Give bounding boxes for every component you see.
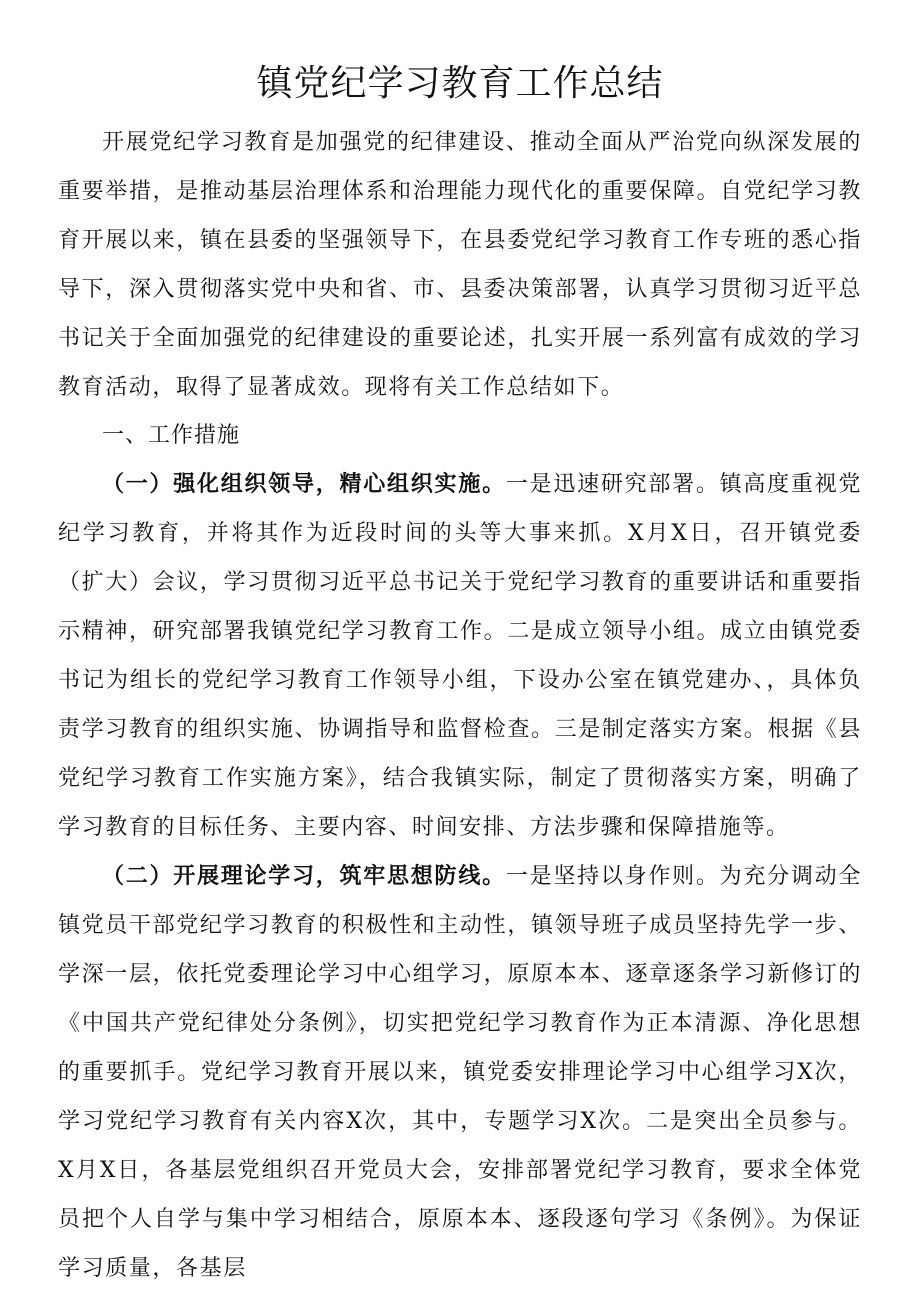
intro-paragraph: 开展党纪学习教育是加强党的纪律建设、推动全面从严治党向纵深发展的重要举措，是推动基层治理体系和治理能力现代化的重要保障。自党纪学习教育开展以来，镇在县委的坚强领导下，在县委党纪学习教育工作专班的悉心指导下，深入贯彻落实党中央和省、市、县委决策部署，认真学习贯彻习近平总书记关于全面加强党的纪律建设的重要论述，扎实开展一系列富有成效的学习教育活动，取得了显著成效。现将有关工作总结如下。	[58, 130, 862, 400]
subsection-1-heading: （一）强化组织领导，精心组织实施。	[102, 472, 506, 497]
section-heading-work-measures: 一、工作措施	[102, 423, 241, 448]
subsection-1-paragraph	[58, 460, 862, 852]
subsection-2-paragraph	[58, 852, 862, 1293]
subsection-1-body: 一是迅速研究部署。镇高度重视党纪学习教育，并将其作为近段时间的头等大事来抓。X月X日，召开镇党委（扩大）会议，学习贯彻习近平总书记关于党纪学习教育的重要讲话和重要指示精神，研究部署我镇党纪学习教育工作。二是成立领导小组。成立由镇党委书记为组长的党纪学习教育工作领导小组，下设办公室在镇党建办、，具体负责学习教育的组织实施、协调指导和监督检查。三是制定落实方案。根据《县党纪学习教育工作实施方案》，结合我镇实际，制定了贯彻落实方案，明确了学习教育的目标任务、主要内容、时间安排、方法步骤和保障措施等。	[58, 472, 862, 840]
subsection-2-heading: （二）开展理论学习，筑牢思想防线。	[102, 864, 506, 889]
subsection-2-body: 一是坚持以身作则。为充分调动全镇党员干部党纪学习教育的积极性和主动性，镇领导班子成员坚持先学一步、学深一层，依托党委理论学习中心组学习，原原本本、逐章逐条学习新修订的《中国共产党纪律处分条例》，切实把党纪学习教育作为正本清源、净化思想的重要抓手。党纪学习教育开展以来，镇党委安排理论学习中心组学习X次，学习党纪学习教育有关内容X次，其中，专题学习X次。二是突出全员参与。X月X日，各基层党组织召开党员大会，安排部署党纪学习教育，要求全体党员把个人自学与集中学习相结合，原原本本、逐段逐句学习《条例》。为保证学习质量，各基层	[58, 864, 862, 1281]
document-title: 镇党纪学习教育工作总结	[256, 63, 664, 104]
